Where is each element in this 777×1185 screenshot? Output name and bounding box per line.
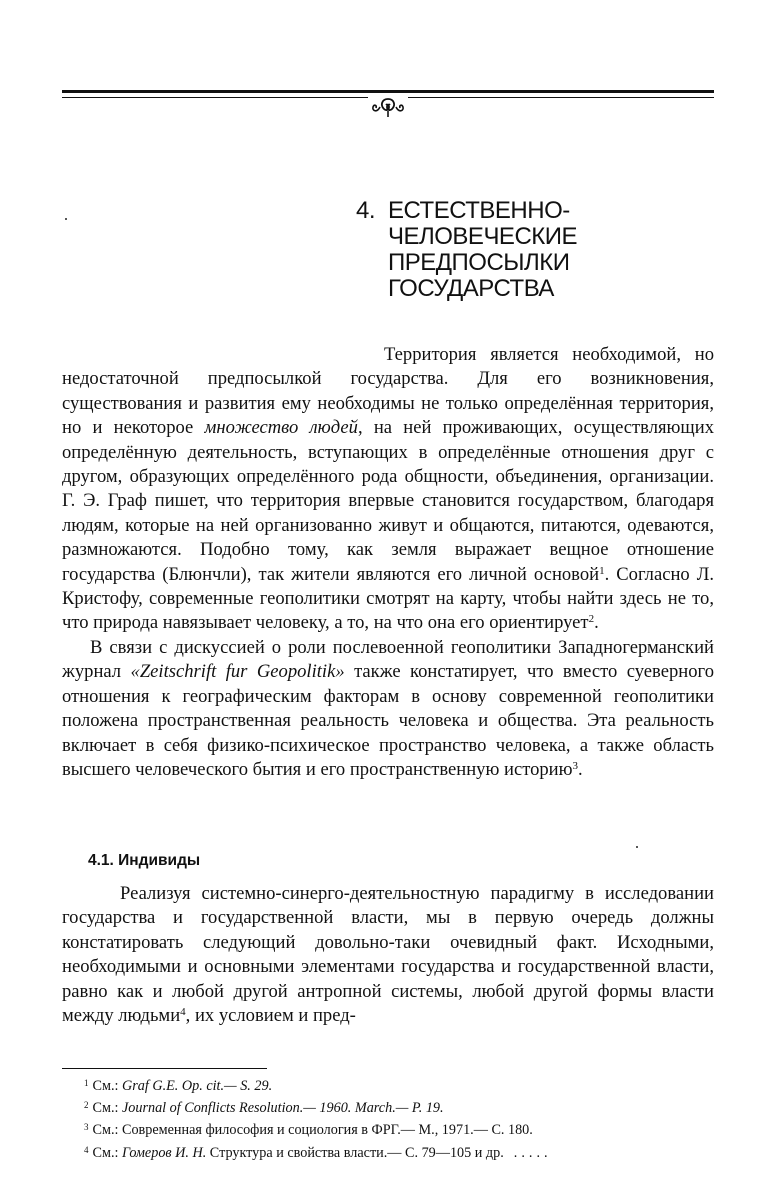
footnote-text: Структура и свойства власти.— С. 79—105 и др. (206, 1144, 504, 1161)
paragraph-1-text: , на ней проживающих, осуществляющих определённую деятельность, вступающих в определённые отношения друг с другом, образующих определённого рода общности, объединения, организации. Г. Э. Граф пишет, что территория впервые становится государством, благодаря людям, которые на ней организованно живут и общаются, питаются, одеваются, размножаются. Подобно тому, как земля выражает вещное отношение государства (Блюнчли), так жители являются его личной основой (62, 417, 714, 585)
footnote-prefix: См.: (92, 1078, 122, 1094)
footnote-mark: 3 (84, 1122, 89, 1133)
paragraph-1-text: Территория является необходимой, но недостаточной предпосылкой государства. Для его возникновения, существования и развития ему необходимы не только определённая территория, но и некоторое (62, 344, 714, 439)
paragraph-1 (62, 343, 714, 636)
main-text (62, 343, 714, 782)
footnote-tail: ..... (513, 1144, 552, 1161)
paragraph-3-text: , их условием и пред- (185, 1005, 356, 1027)
section-text (62, 882, 714, 1028)
paragraph-1-text: . Согласно Л. Кристофу, современные геополитики смотрят на карту, чтобы найти здесь не то, что природа навязывает человеку, а то, на что она его ориентирует (62, 563, 714, 634)
chapter-number: 4. (356, 197, 376, 224)
chapter-title-line: ЧЕЛОВЕЧЕСКИЕ (388, 223, 578, 250)
footnote-ref-3: 3 (572, 759, 579, 772)
footnote-prefix: См.: (92, 1100, 122, 1117)
section-heading: 4.1. Индивиды (88, 852, 201, 869)
footnote-ref-2: 2 (588, 613, 595, 626)
footnote-citation: Journal of Conflicts Resolution.— 1960. March.— P. 19. (121, 1100, 444, 1117)
scan-speck (65, 218, 67, 220)
paragraph-3-text: Реализуя системно-синерго-деятельностную парадигму в исследовании государства и государственной власти, мы в первую очередь должны констатировать следующий довольно-таки очевидный факт. Исходными, необходимыми и основными элементами государства и государственной власти, равно как и любой другой антропной системы, любой другой формы власти между людьми (62, 883, 714, 1027)
chapter-title-line: ГОСУДАРСТВА (388, 275, 554, 302)
footnote-2 (84, 1096, 714, 1118)
chapter-title (356, 198, 686, 302)
footnote-text: Современная философия и социология в ФРГ.— М., 1971.— С. 180. (121, 1122, 533, 1139)
footnote-mark: 1 (84, 1078, 89, 1088)
paragraph-3 (62, 882, 714, 1028)
paragraph-1-text: . (594, 612, 599, 634)
footnote-mark: 4 (84, 1144, 89, 1155)
header-rule-thick (62, 90, 714, 93)
footnote-1 (84, 1074, 714, 1096)
footnote-citation: Graf G.E. Op. cit.— S. 29. (121, 1078, 273, 1094)
footnote-separator (62, 1068, 267, 1069)
paragraph-1-emphasis: множество людей (204, 417, 358, 439)
footnote-prefix: См.: (92, 1122, 122, 1139)
footnote-4 (84, 1141, 714, 1163)
chapter-title-line: ЕСТЕСТВЕННО- (388, 197, 570, 224)
paragraph-2 (62, 636, 714, 782)
footnote-ref-1: 1 (599, 564, 605, 577)
footnote-ref-4: 4 (180, 1006, 186, 1019)
scan-speck (636, 846, 638, 848)
paragraph-2-text: В связи с дискуссией о роли послевоенной геополитики Западногерманский журнал (62, 636, 714, 683)
footnote-citation: Гомеров И. Н. (121, 1144, 207, 1161)
paragraph-2-text: . (578, 758, 583, 780)
paragraph-2-text: также констатирует, что вместо суеверного отношения к географическим факторам в основу современной геополитики положена пространственная реальность человека и общества. Эта реальность включает в сeбя физико-психическое пространство человека, а также область высшего человеческого бытия и его пространственную историю (62, 661, 714, 780)
chapter-title-line: ПРЕДПОСЫЛКИ (388, 249, 570, 276)
footnote-prefix: См.: (92, 1144, 122, 1161)
footnote-mark: 2 (84, 1100, 89, 1111)
journal-title: «Zeitschrift fur Geopolitik» (130, 661, 345, 683)
footnote-3 (84, 1118, 714, 1140)
footnotes (84, 1074, 714, 1163)
header-ornament-icon (368, 95, 408, 119)
